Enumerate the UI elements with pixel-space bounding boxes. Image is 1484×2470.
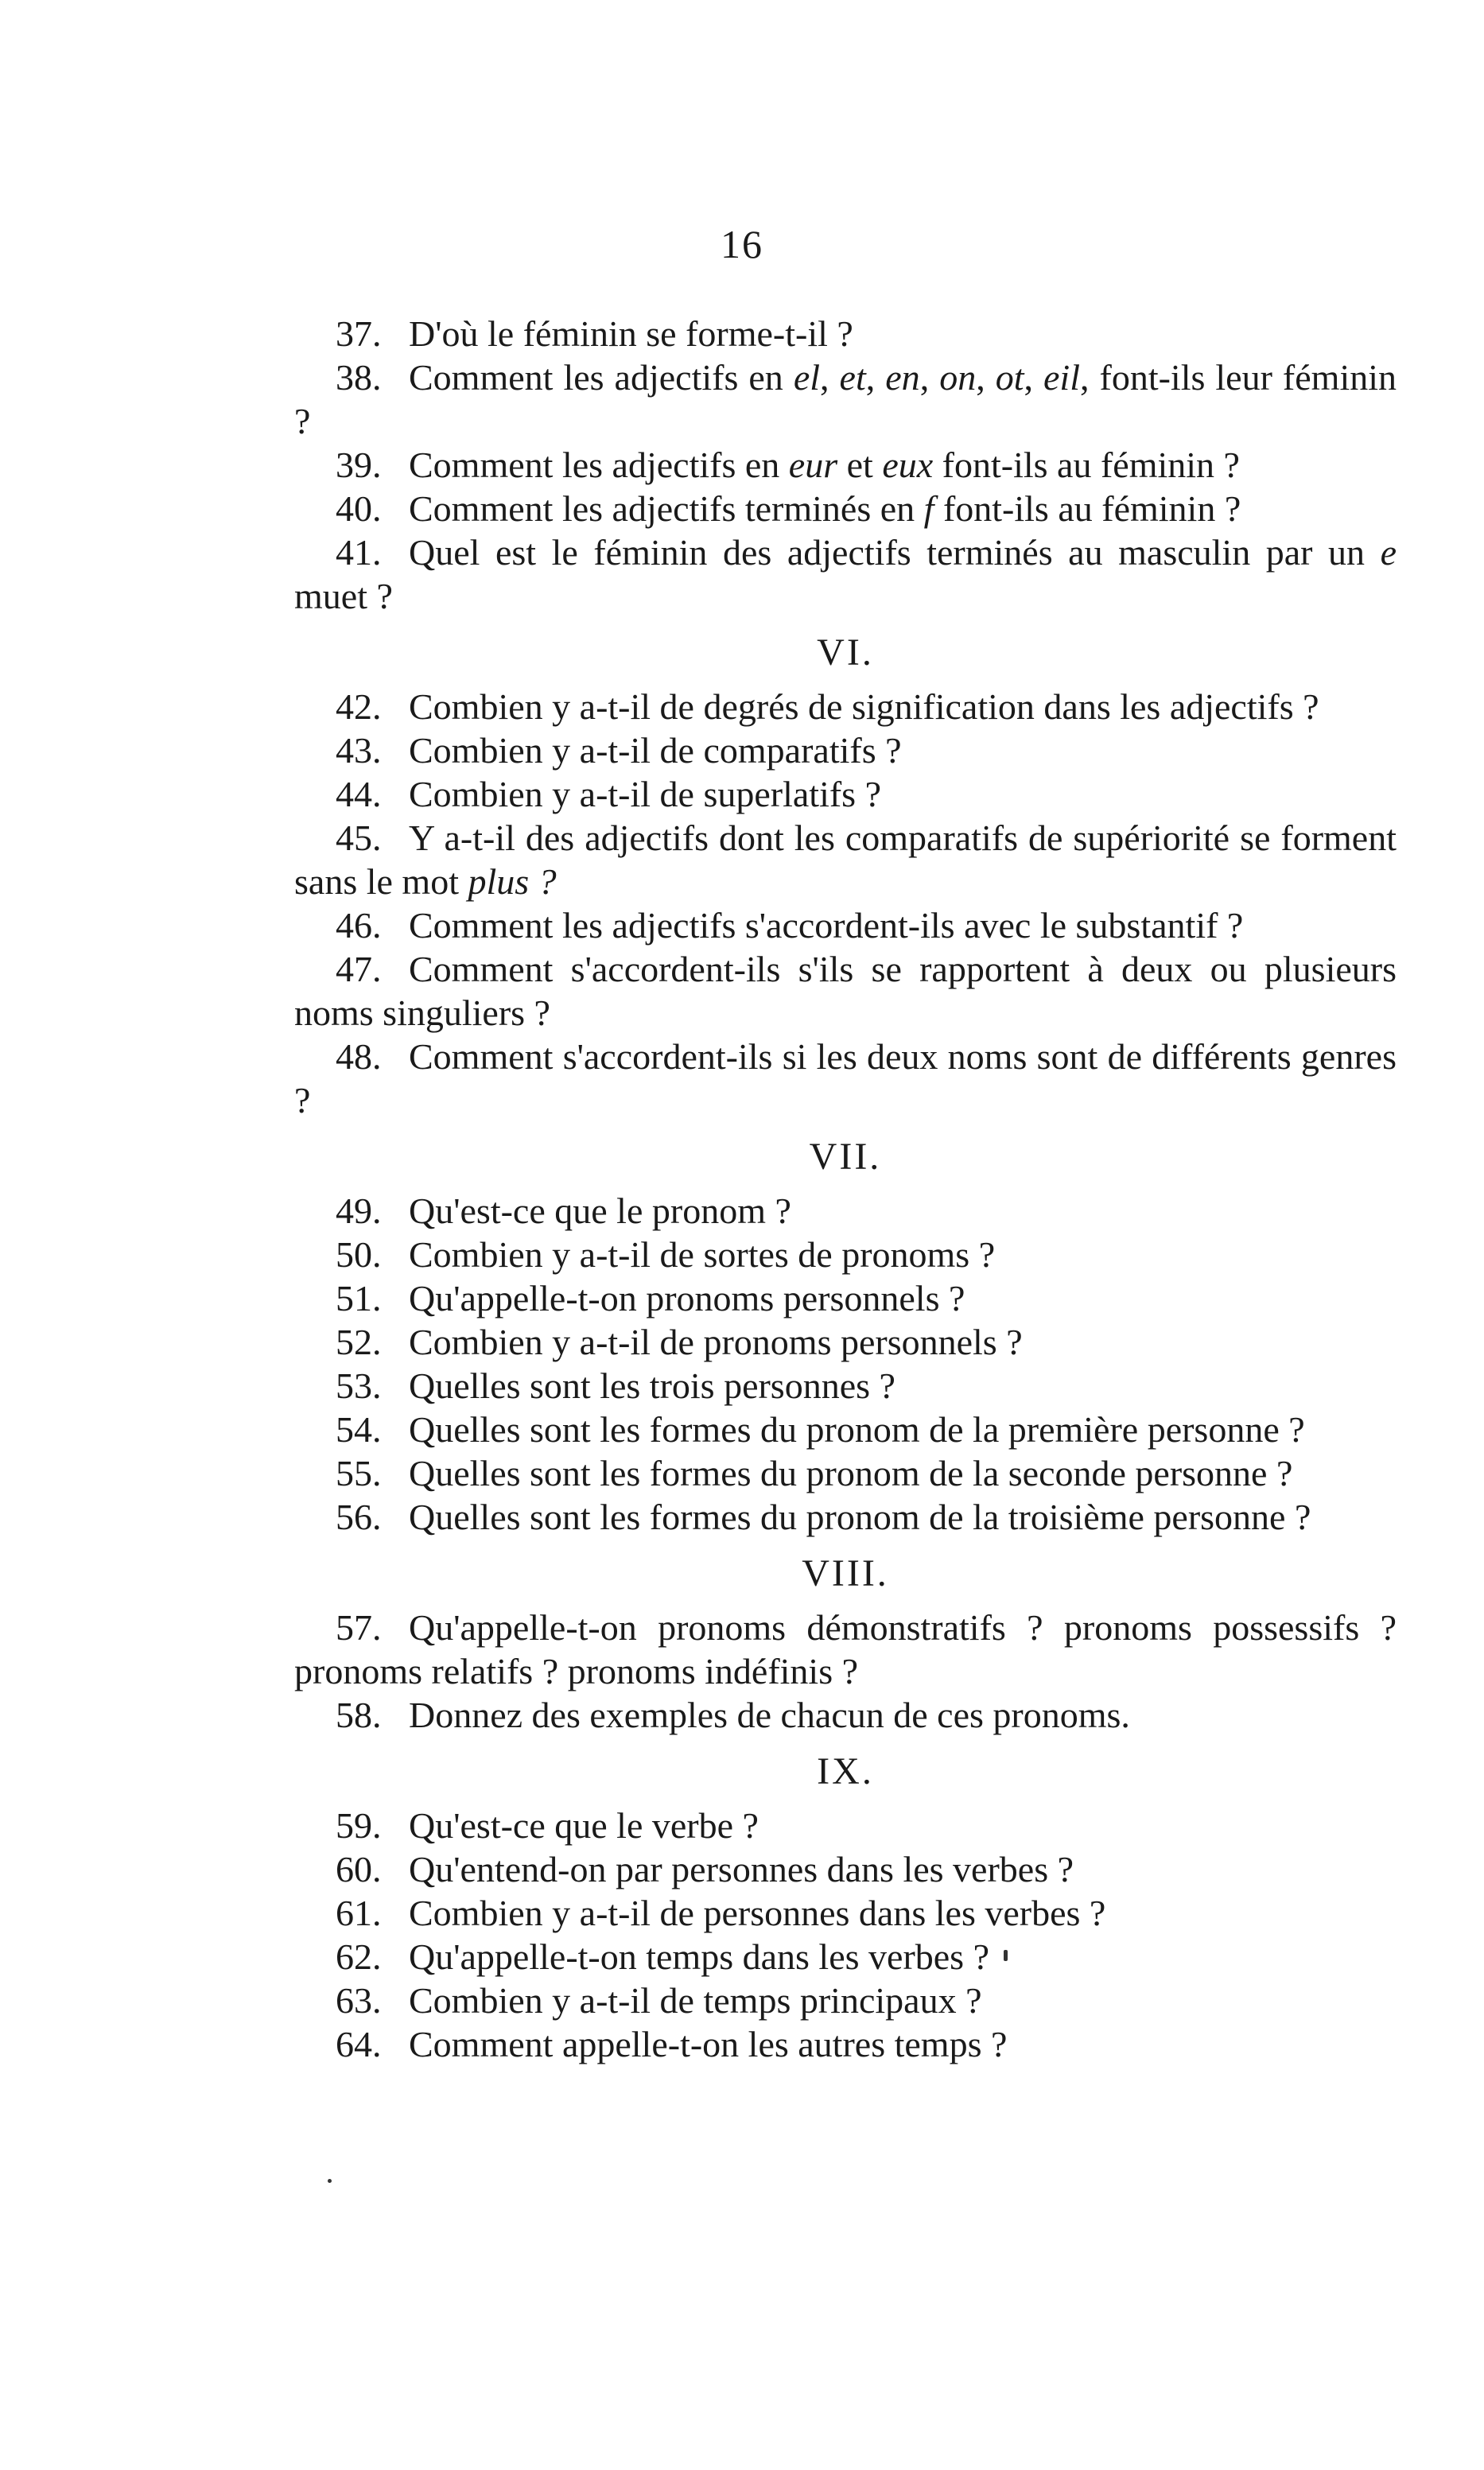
question-text: Combien y a-t-il de pronoms personnels ? (409, 1322, 1023, 1362)
section-heading: VII. (809, 1136, 882, 1178)
question-item (294, 487, 1397, 530)
question-number: 50. (336, 1234, 382, 1275)
section-heading: VI. (817, 631, 874, 674)
question-item (294, 1891, 1397, 1935)
question-item (294, 1035, 1397, 1122)
question-item (294, 1693, 1397, 1737)
question-item (294, 903, 1397, 947)
question-text: Quelles sont les formes du pronom de la troisième personne ? (409, 1497, 1311, 1537)
question-number: 39. (336, 445, 382, 485)
questions-list (294, 312, 1397, 2066)
question-item (294, 947, 1397, 1035)
question-number: 60. (336, 1849, 382, 1889)
question-text: Y a-t-il des adjectifs dont les comparatifs de supériorité se forment sans le mot plus ? (294, 818, 1397, 902)
page-number: 16 (721, 222, 763, 266)
question-item (294, 2022, 1397, 2066)
question-number: 40. (336, 488, 382, 529)
question-text: Qu'appelle-t-on pronoms démonstratifs ? pronoms possessifs ? pronoms relatifs ? pronoms indéfinis ? (294, 1607, 1397, 1691)
question-text: Combien y a-t-il de personnes dans les verbes ? (409, 1893, 1106, 1933)
question-text: Qu'entend-on par personnes dans les verbes ? (409, 1849, 1074, 1889)
question-number: 63. (336, 1980, 382, 2021)
question-text: Quel est le féminin des adjectifs terminés au masculin par un e muet ? (294, 532, 1397, 616)
question-number: 37. (336, 313, 382, 354)
question-text: Combien y a-t-il de comparatifs ? (409, 730, 902, 771)
question-number: 48. (336, 1036, 382, 1077)
question-number: 55. (336, 1453, 382, 1493)
question-text: Qu'appelle-t-on temps dans les verbes ? (409, 1936, 990, 1977)
question-text: Qu'est-ce que le pronom ? (409, 1190, 791, 1231)
question-item (294, 355, 1397, 443)
question-number: 44. (336, 774, 382, 814)
question-text: Comment les adjectifs terminés en f font-ils au féminin ? (409, 488, 1241, 529)
question-number: 53. (336, 1365, 382, 1406)
question-text: Combien y a-t-il de superlatifs ? (409, 774, 882, 814)
question-number: 38. (336, 357, 382, 398)
question-number: 51. (336, 1278, 382, 1318)
question-item (294, 1408, 1397, 1451)
question-number: 62. (336, 1936, 382, 1977)
question-text: Comment s'accordent-ils si les deux noms sont de différents genres ? (294, 1036, 1397, 1120)
question-item (294, 1847, 1397, 1891)
question-item (294, 1606, 1397, 1693)
question-number: 59. (336, 1805, 382, 1846)
question-number: 49. (336, 1190, 382, 1231)
section (294, 626, 1397, 1122)
question-item (294, 772, 1397, 816)
question-item (294, 816, 1397, 903)
question-text: Comment s'accordent-ils s'ils se rapportent à deux ou plusieurs noms singuliers ? (294, 949, 1397, 1033)
question-number: 54. (336, 1409, 382, 1450)
question-item (294, 1935, 1397, 1979)
question-number: 52. (336, 1322, 382, 1362)
question-item (294, 1451, 1397, 1495)
question-number: 42. (336, 686, 382, 727)
question-text: Comment les adjectifs en el, et, en, on, ot, eil, font-ils leur féminin ? (294, 357, 1397, 441)
question-item (294, 728, 1397, 772)
question-number: 64. (336, 2024, 382, 2064)
question-text: Quelles sont les formes du pronom de la seconde personne ? (409, 1453, 1293, 1493)
question-item (294, 530, 1397, 618)
question-item (294, 1364, 1397, 1408)
question-item (294, 1495, 1397, 1539)
question-item (294, 1804, 1397, 1847)
question-text: Qu'appelle-t-on pronoms personnels ? (409, 1278, 965, 1318)
section-heading: VIII. (802, 1552, 889, 1594)
question-item (294, 1320, 1397, 1364)
scan-speck (328, 2179, 332, 2183)
question-number: 45. (336, 818, 382, 858)
question-text: D'où le féminin se forme-t-il ? (409, 313, 853, 354)
section-heading: IX. (817, 1750, 874, 1792)
question-number: 58. (336, 1695, 382, 1735)
question-text: Comment les adjectifs en eur et eux font-ils au féminin ? (409, 445, 1240, 485)
section (294, 1745, 1397, 2066)
question-text: Donnez des exemples de chacun de ces pronoms. (409, 1695, 1130, 1735)
question-item (294, 1276, 1397, 1320)
question-item (294, 443, 1397, 487)
question-number: 41. (336, 532, 382, 573)
question-text: Quelles sont les trois personnes ? (409, 1365, 895, 1406)
question-number: 56. (336, 1497, 382, 1537)
question-text: Qu'est-ce que le verbe ? (409, 1805, 759, 1846)
question-item (294, 1233, 1397, 1276)
question-item (294, 1979, 1397, 2022)
question-item (294, 685, 1397, 728)
section (294, 312, 1397, 618)
question-text: Comment les adjectifs s'accordent-ils avec le substantif ? (409, 905, 1244, 946)
section (294, 1547, 1397, 1737)
question-text: Combien y a-t-il de temps principaux ? (409, 1980, 982, 2021)
question-number: 47. (336, 949, 382, 989)
question-text: Combien y a-t-il de degrés de signification dans les adjectifs ? (409, 686, 1319, 727)
question-item (294, 312, 1397, 355)
question-number: 46. (336, 905, 382, 946)
question-text: Comment appelle-t-on les autres temps ? (409, 2024, 1008, 2064)
question-number: 57. (336, 1607, 382, 1648)
question-item (294, 1189, 1397, 1233)
question-text: Combien y a-t-il de sortes de pronoms ? (409, 1234, 996, 1275)
question-number: 43. (336, 730, 382, 771)
section (294, 1130, 1397, 1539)
question-number: 61. (336, 1893, 382, 1933)
question-text: Quelles sont les formes du pronom de la première personne ? (409, 1409, 1305, 1450)
scan-speck (1004, 1950, 1008, 1961)
